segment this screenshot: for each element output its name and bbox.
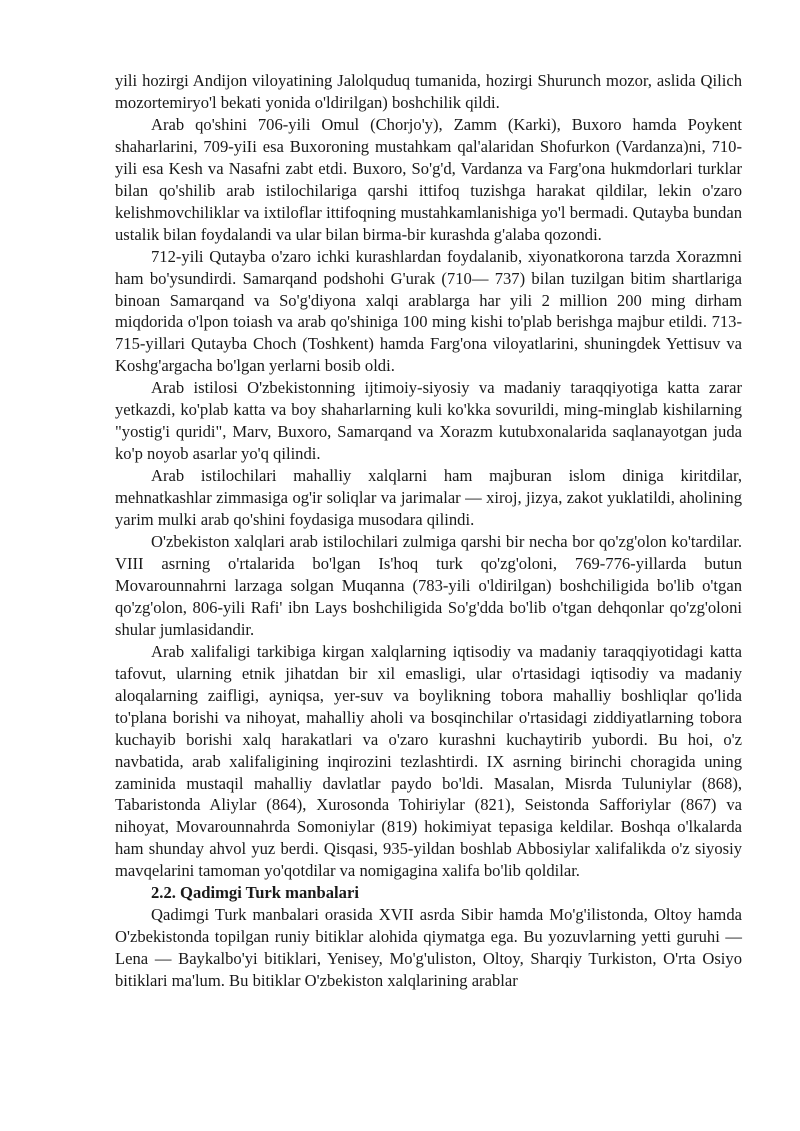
paragraph: Arab istilosi O'zbekistonning ijtimoiy-siyosiy va madaniy taraqqiyotiga katta zarar yetkazdi, ko'plab katta va boy shaharlarning kuli ko'kka sovurildi, ming-minglab kishilarning "yostig'i quridi", Marv, Buxoro, Samarqand va Xorazm kutubxonalarida saqlanayotgan juda ko'p noyob asarlar yo'q qilindi. xyxy=(115,378,742,464)
document-body xyxy=(115,70,742,992)
paragraph: Arab istilochilari mahalliy xalqlarni ham majburan islom diniga kiritdilar, mehnatkashlar zimmasiga og'ir soliqlar va jarimalar — xiroj, jizya, zakot yuklatildi, aholining yarim mulki arab qo'shini foydasiga musodara qilindi. xyxy=(115,466,742,530)
section-heading: 2.2. Qadimgi Turk manbalari xyxy=(151,883,359,903)
paragraph-continuation: yili hozirgi Andijon viloyatining Jalolquduq tumanida, hozirgi Shurunch mozor, aslida Qilich mozortemiryo'l bekati yonida o'ldirilgan) boshchilik qildi. xyxy=(115,71,742,112)
paragraph: O'zbekiston xalqlari arab istilochilari zulmiga qarshi bir necha bor qo'zg'olon ko'tardilar. VIII asrning o'rtalarida bo'lgan Is'hoq turk qo'zg'oloni, 769-776-yillarda butun Movarounnahrni larzaga solgan Muqanna (783-yili o'ldirilgan) boshchiligida bo'lib o'tgan qo'zg'olon, 806-yili Rafi' ibn Lays boshchiligida So'g'dda bo'lib o'tgan dehqonlar qo'zg'oloni shular jumlasidandir. xyxy=(115,532,742,639)
section-paragraph: Qadimgi Turk manbalari orasida XVII asrda Sibir hamda Mo'g'ilistonda, Oltoy hamda O'zbekistonda topilgan runiy bitiklar alohida qiymatga ega. Bu yozuvlarning yetti guruhi — Lena — Baykalbo'yi bitiklari, Yenisey, Mo'g'uliston, Oltoy, Sharqiy Turkiston, O'rta Osiyo bitiklari ma'lum. Bu bitiklar O'zbekiston xalqlarining arablar xyxy=(115,905,742,991)
paragraph: Arab xalifaligi tarkibiga kirgan xalqlarning iqtisodiy va madaniy taraqqiyotidagi katta tafovut, ularning etnik jihatdan bir xil emasligi, ular o'rtasidagi iqtisodiy va madaniy aloqalarning zaifligi, ayniqsa, yer-suv va boylikning tobora mahalliy boshliqlar qo'lida to'plana borishi va nihoyat, mahalliy aholi va bosqinchilar o'rtasidagi ziddiyatlarning tobora kuchayib borishi xalq harakatlari va o'zaro kurashni kuchaytirib yubordi. Bu hoi, o'z navbatida, arab xalifaligining inqirozini tezlashtirdi. IX asrning birinchi choragida uning zaminida mustaqil mahalliy davlatlar paydo bo'ldi. Masalan, Misrda Tuluniylar (868), Tabaristonda Aliylar (864), Xurosonda Tohiriylar (821), Seistonda Safforiylar (867) va nihoyat, Movarounnahrda Somoniylar (819) hokimiyat tepasiga keldilar. Boshqa o'lkalarda ham shunday ahvol yuz berdi. Qisqasi, 935-yildan boshlab Abbosiylar xalifalikda o'z siyosiy mavqelarini tamoman yo'qotdilar va nomigagina xalifa bo'lib qoldilar. xyxy=(115,641,742,881)
paragraph: Arab qo'shini 706-yili Omul (Chorjo'y), Zamm (Karki), Buxoro hamda Poykent shaharlarini, 709-yiIi esa Buxoroning mustahkam qal'alaridan Shofurkon (Vardanza)ni, 710-yili esa Kesh va Nasafni zabt etdi. Buxoro, So'g'd, Vardanza va Farg'ona hukmdorlari turklar bilan qo'shilib arab istilochilariga qarshi ittifoq tuzishga harakat qildilar, lekin o'zaro kelishmovchiliklar va ixtiloflar ittifoqning mustahkamlanishiga yo'l bermadi. Qutayba bundan ustalik bilan foydalandi va ular bilan birma-bir kurashda g'alaba qozondi. xyxy=(115,114,742,244)
paragraph: 712-yili Qutayba o'zaro ichki kurashlardan foydalanib, xiyonatkorona tarzda Xorazmni ham bo'ysundirdi. Samarqand podshohi G'urak (710— 737) bilan tuzilgan bitim shartlariga binoan Samarqand va So'g'diyona xalqi arablarga har yili 2 million 200 ming dirham miqdorida o'lpon toiash va arab qo'shiniga 100 ming kishi to'plab berishga majbur etildi. 713-715-yillari Qutayba Choch (Toshkent) hamda Farg'ona viloyatlarini, shuningdek Yettisuv va Koshg'argacha bo'lgan yerlarni bosib oldi. xyxy=(115,246,742,376)
